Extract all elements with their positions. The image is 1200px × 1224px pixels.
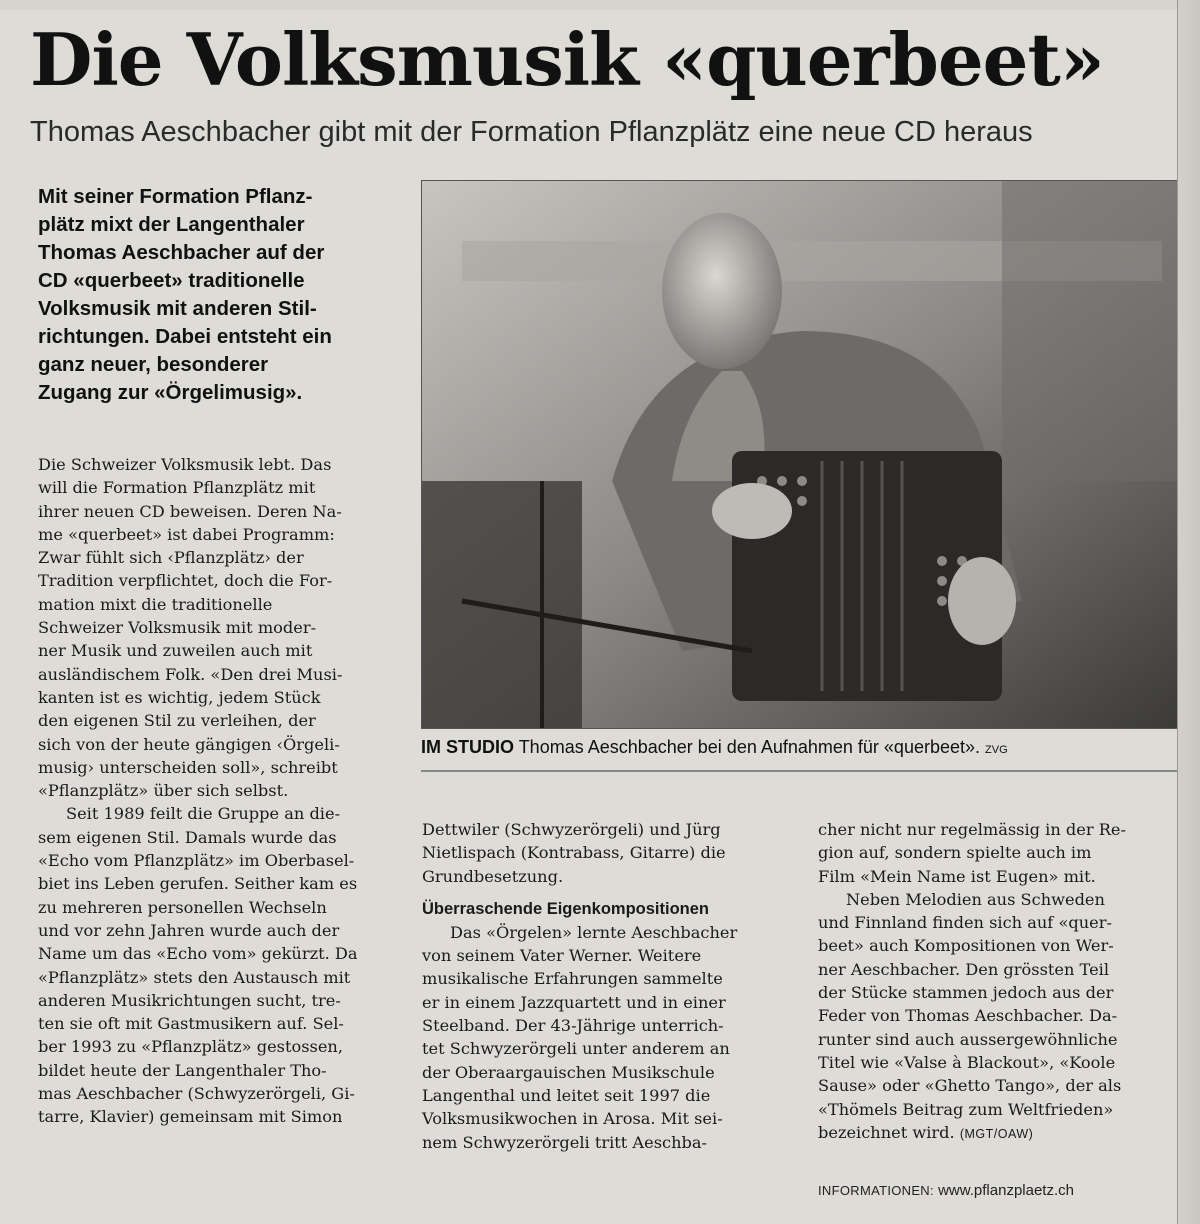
body-text-line: Das «Örgelen» lernte Aeschbacher — [450, 922, 738, 942]
body-text-line: den eigenen Stil zu verleihen, der — [38, 711, 316, 731]
body-text-line: musikalische Erfahrungen sammelte — [422, 969, 723, 989]
article-subheadline: Thomas Aeschbacher gibt mit der Formation Pflanzplätz eine neue CD heraus — [30, 116, 1033, 148]
body-text-line: Volksmusikwochen in Arosa. Mit sei- — [422, 1109, 723, 1129]
body-text-line: Name um das «Echo vom» gekürzt. Da — [38, 944, 358, 964]
body-text-line — [818, 1121, 1146, 1146]
body-text-line: ber 1993 zu «Pflanzplätz» gestossen, — [38, 1037, 344, 1057]
article-lead — [38, 183, 398, 407]
lead-line: ganz neuer, besonderer — [38, 353, 269, 376]
body-text-line: musig› unterscheiden soll», schreibt — [38, 757, 338, 777]
section-divider — [421, 770, 1178, 772]
body-text-line: Film «Mein Name ist Eugen» mit. — [818, 866, 1096, 886]
lead-line: Thomas Aeschbacher auf der — [38, 241, 325, 264]
musician-with-accordion-image — [422, 181, 1179, 728]
body-text-line: sich von der heute gängigen ‹Örgeli- — [38, 734, 340, 754]
body-text-line: und vor zehn Jahren wurde auch der — [38, 920, 340, 940]
body-text-line: tarre, Klavier) gemeinsam mit Simon — [38, 1107, 343, 1127]
body-text-line: Seit 1989 feilt die Gruppe an die- — [66, 804, 341, 824]
article-headline: Die Volksmusik «querbeet» — [30, 17, 1104, 102]
body-text-line: ten sie oft mit Gastmusikern auf. Sel- — [38, 1014, 344, 1034]
lead-line: plätz mixt der Langenthaler — [38, 213, 305, 236]
body-text-line: bildet heute der Langenthaler Tho- — [38, 1060, 327, 1080]
page-right-edge — [1177, 0, 1200, 1224]
page-top-edge — [0, 0, 1200, 10]
body-text-line: ner Musik und zuweilen auch mit — [38, 641, 313, 661]
body-text-line: zu mehreren personellen Wechseln — [38, 897, 327, 917]
body-text-line: gion auf, sondern spielte auch im — [818, 843, 1092, 863]
body-text-line: Steelband. Der 43-Jährige unterrich- — [422, 1016, 724, 1036]
body-text-line: ner Aeschbacher. Den grössten Teil — [818, 959, 1110, 979]
body-text-line: er in einem Jazzquartett und in einer — [422, 992, 726, 1012]
body-text-line: und Finnland finden sich auf «quer- — [818, 913, 1112, 933]
body-text-line: Langenthal und leitet seit 1997 die — [422, 1085, 711, 1105]
body-text-line: Dettwiler (Schwyzerörgeli) und Jürg — [422, 820, 721, 839]
info-url: www.pflanzplaetz.ch — [938, 1182, 1074, 1199]
body-text-line: Neben Melodien aus Schweden — [846, 889, 1105, 909]
body-text-line: beet» auch Kompositionen von Wer- — [818, 936, 1114, 956]
body-text-line: mation mixt die traditionelle — [38, 594, 273, 614]
body-text-line: mas Aeschbacher (Schwyzerörgeli, Gi- — [38, 1084, 355, 1104]
info-line — [818, 1180, 1158, 1202]
body-text-line: «Pflanzplätz» über sich selbst. — [38, 781, 289, 801]
body-text-line: Die Schweizer Volksmusik lebt. Das — [38, 455, 332, 474]
body-text-line: von seinem Vater Werner. Weitere — [422, 946, 702, 966]
article-photo — [421, 180, 1180, 729]
body-text-line: ausländischem Folk. «Den drei Musi- — [38, 664, 343, 684]
body-text-line: will die Formation Pflanzplätz mit — [38, 478, 316, 498]
bleed-through-area — [421, 775, 1178, 811]
article-column-3 — [818, 818, 1146, 1146]
body-text-line: me «querbeet» ist dabei Programm: — [38, 524, 335, 544]
lead-line: Mit seiner Formation Pflanz- — [38, 185, 313, 208]
body-text-line: «Thömels Beitrag zum Weltfrieden» — [818, 1099, 1114, 1119]
body-text-line: Zwar fühlt sich ‹Pflanzplätz› der — [38, 548, 304, 568]
lead-line: Zugang zur «Örgelimusig». — [38, 381, 303, 404]
author-signature: (MGT/OAW) — [959, 1126, 1034, 1141]
body-text-line: ihrer neuen CD beweisen. Deren Na- — [38, 501, 342, 521]
body-text-line: Tradition verpflichtet, doch die For- — [38, 571, 333, 591]
photo-caption — [421, 734, 1178, 763]
body-text-line: tet Schwyzerörgeli unter anderem an — [422, 1039, 730, 1059]
info-label: INFORMATIONEN: — [818, 1183, 934, 1198]
body-text-line: sem eigenen Stil. Damals wurde das — [38, 827, 337, 847]
body-text-line: nem Schwyzerörgeli tritt Aeschba- — [422, 1132, 707, 1152]
lead-line: CD «querbeet» traditionelle — [38, 269, 305, 292]
body-text-line: Grundbesetzung. — [422, 866, 564, 886]
body-text-line: Titel wie «Valse à Blackout», «Koole — [818, 1052, 1116, 1072]
caption-text: Thomas Aeschbacher bei den Aufnahmen für «querbeet». — [518, 737, 980, 757]
article-column-2 — [422, 818, 784, 1154]
body-text-line: runter sind auch aussergewöhnliche — [818, 1029, 1118, 1049]
body-text-line: der Stücke stammen jedoch aus der — [818, 983, 1114, 1003]
body-text-line: cher nicht nur regelmässig in der Re- — [818, 820, 1126, 839]
body-text-line: der Oberaargauischen Musikschule — [422, 1062, 715, 1082]
article-subheading: Überraschende Eigenkompositionen — [422, 899, 709, 918]
body-text-line: anderen Musikrichtungen sucht, tre- — [38, 990, 341, 1010]
body-text-line: biet ins Leben gerufen. Seither kam es — [38, 874, 358, 894]
body-text-line: Nietlispach (Kontrabass, Gitarre) die — [422, 843, 726, 863]
photo-credit: ZVG — [985, 744, 1008, 756]
lead-line: richtungen. Dabei entsteht ein — [38, 325, 332, 348]
caption-kicker: IM STUDIO — [421, 737, 514, 757]
closing-text: bezeichnet wird. — [818, 1122, 960, 1142]
lead-line: Volksmusik mit anderen Stil- — [38, 297, 317, 320]
article-column-1 — [38, 453, 398, 1129]
body-text-line: kanten ist es wichtig, jedem Stück — [38, 687, 321, 707]
body-text-line: Sause» oder «Ghetto Tango», der als — [818, 1076, 1122, 1096]
body-text-line: Feder von Thomas Aeschbacher. Da- — [818, 1006, 1118, 1026]
body-text-line: Schweizer Volksmusik mit moder- — [38, 618, 317, 638]
body-text-line: «Echo vom Pflanzplätz» im Oberbasel- — [38, 851, 355, 871]
body-text-line: «Pflanzplätz» stets den Austausch mit — [38, 967, 351, 987]
